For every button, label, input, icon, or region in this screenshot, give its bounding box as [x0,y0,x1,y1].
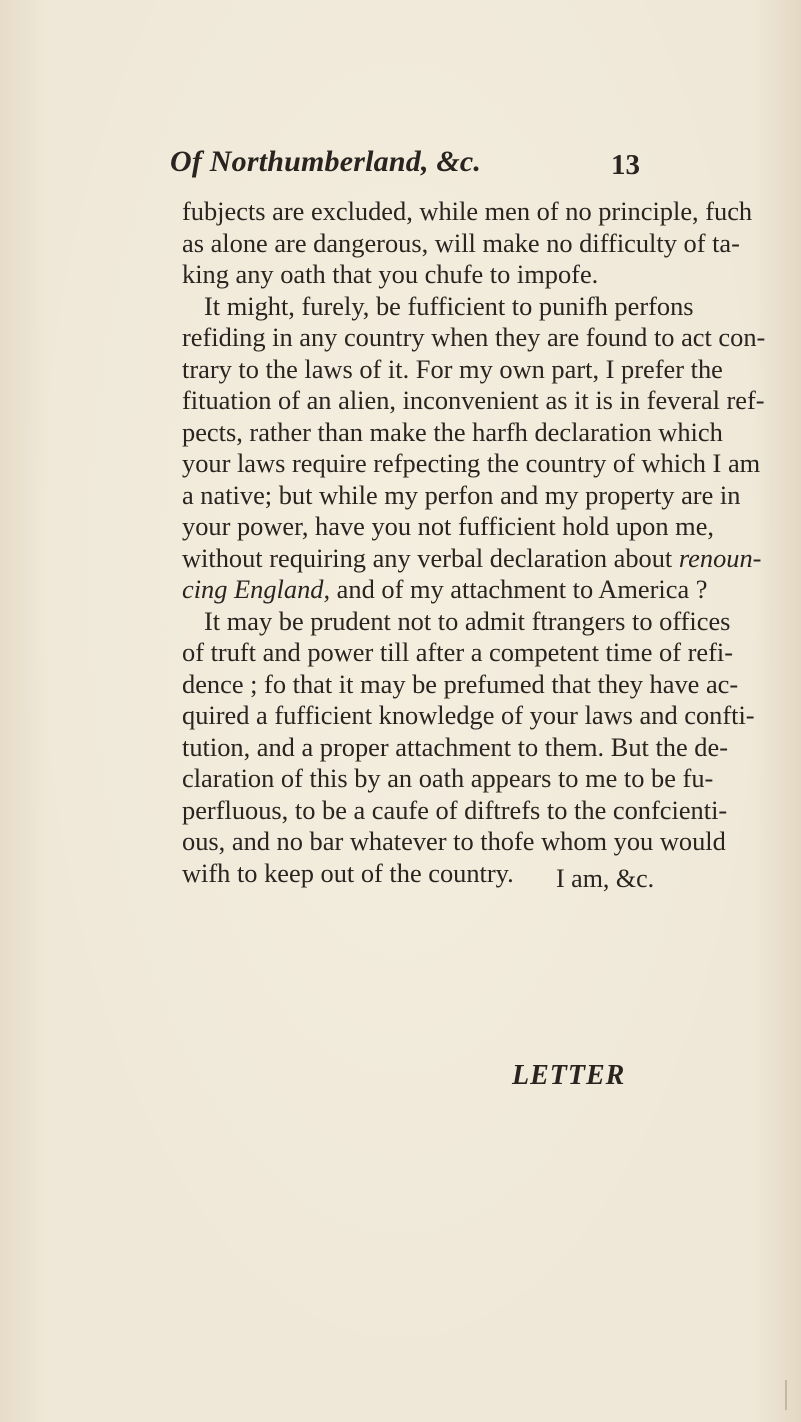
italic-text: cing England, [182,574,331,604]
text-line: wifh to keep out of the country. [182,857,514,888]
text-line: pects, rather than make the harfh declaration which [182,416,723,447]
text-line: a native; but while my perfon and my property are in [182,479,741,510]
text-line: as alone are dangerous, will make no difficulty of ta- [182,227,740,258]
text-line [182,542,762,575]
text-line: perfluous, to be a caufe of diftrefs to the confcienti- [182,794,728,825]
text-line: It may be prudent not to admit ftrangers to offices [204,605,731,636]
signoff: I am, &c. [556,864,655,893]
text-line: ous, and no bar whatever to thofe whom you would [182,826,726,856]
text-line: dence ; fo that it may be prefumed that they have ac- [182,668,739,699]
text-line: refiding in any country when they are found to act con- [182,322,766,352]
text-line [182,574,708,606]
text-line: fubjects are excluded, while men of no principle, fuch [182,196,753,226]
text-line: It might, furely, be fufficient to punifh perfons [204,290,694,321]
text-line: of truft and power till after a competent time of refi- [182,637,734,667]
page-edge-mark [785,1380,787,1410]
text-fragment: and of my attachment to America ? [336,574,708,604]
italic-text: renoun- [678,542,762,573]
text-fragment: without requiring any verbal declaration about [182,542,673,573]
running-title: Of Northumberland, &c. [170,145,482,178]
body-text [182,196,766,889]
text-line: fituation of an alien, inconvenient as it is in feveral ref- [182,385,765,415]
text-line: quired a fufficient knowledge of your laws and confti- [182,700,755,730]
text-line: tution, and a proper attachment to them. But the de- [182,731,728,762]
text-line: trary to the laws of it. For my own part, I prefer the [182,353,723,384]
page-number: 13 [611,149,640,181]
text-line: your power, have you not fufficient hold upon me, [182,511,715,541]
text-line: king any oath that you chufe to impofe. [182,259,599,289]
text-line: your laws require refpecting the country of which I am [182,448,761,478]
catchword: LETTER [512,1060,626,1091]
text-line: claration of this by an oath appears to me to be fu- [182,763,714,793]
page-header [170,145,640,185]
